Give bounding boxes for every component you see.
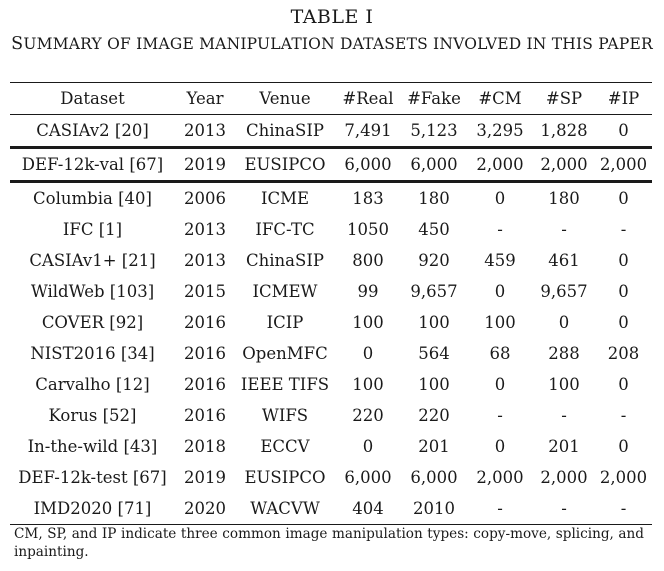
cell-venue: IFC-TC [255,220,315,239]
cell-cm: 3,295 [467,115,533,148]
cell-ip: 0 [595,115,652,148]
cell-cm: - [497,220,503,239]
cell-cm: - [467,493,533,525]
header-sp: #SP [533,83,595,115]
cell-fake: 180 [418,189,450,208]
cell-cm: 459 [484,251,516,270]
cell-real: 100 [352,375,384,394]
cell-year: 2016 [184,406,226,425]
cell-dataset: IFC [1] [62,220,123,239]
cell-year: 2016 [184,375,226,394]
cell-year: 2015 [184,282,226,301]
cell-sp: - [561,406,567,425]
cell-fake: 100 [418,375,450,394]
cell-cm: 2,000 [476,468,524,487]
cell-sp: 288 [548,344,580,363]
table-row [10,276,652,307]
table-row [10,307,652,338]
table-row [10,214,652,245]
cell-venue: OpenMFC [242,344,328,363]
cell-fake: 920 [418,251,450,270]
cell-fake: 564 [418,344,450,363]
cell-year: 2019 [175,148,235,182]
cell-year: 2013 [184,220,226,239]
cell-cm: - [497,406,503,425]
cell-venue: ICIP [266,313,304,332]
cell-fake: 6,000 [401,148,467,182]
cell-ip: - [620,220,627,239]
cell-dataset: CASIAv2 [20] [10,115,175,148]
header-fake: #Fake [401,83,467,115]
cell-venue: EUSIPCO [235,148,335,182]
cell-sp: 9,657 [540,282,588,301]
cell-sp: 1,828 [533,115,595,148]
table-row [10,115,652,148]
cell-dataset: IMD2020 [71] [10,493,175,525]
cell-ip: 2,000 [599,468,648,487]
cell-venue: ICMEW [252,282,318,301]
cell-fake: 6,000 [410,468,458,487]
cell-dataset: DEF-12k-test [67] [18,468,167,487]
cell-year: 2006 [184,189,226,208]
cell-ip: 0 [618,375,629,394]
cell-ip: 0 [618,437,629,456]
cell-sp: 2,000 [533,148,595,182]
cell-ip: 208 [607,344,640,363]
header-row [10,83,652,115]
cell-dataset: COVER [92] [41,313,144,332]
cell-ip: 0 [618,313,629,332]
table-row [10,338,652,369]
table-row [10,400,652,431]
cell-real: 220 [352,406,384,425]
cell-fake: 5,123 [401,115,467,148]
cell-real: 800 [352,251,384,270]
cell-fake: 220 [418,406,450,425]
cell-cm: 2,000 [467,148,533,182]
cell-venue: EUSIPCO [244,468,326,487]
cell-cm: 0 [494,375,506,394]
cell-venue: ECCV [260,437,310,456]
cell-sp: - [561,220,567,239]
cell-venue: WACVW [235,493,335,525]
cell-sp: 180 [548,189,580,208]
cell-ip: - [595,493,652,525]
caption-rest: UMMARY OF IMAGE MANIPULATION DATASETS INVOLVED IN THIS PAPER [23,35,653,53]
cell-dataset: CASIAv1+ [21] [29,251,156,270]
cell-sp: 2,000 [540,468,588,487]
cell-year: 2016 [184,344,226,363]
cell-venue: ICME [260,189,310,208]
cell-cm: 0 [494,282,506,301]
table-row [10,431,652,462]
cell-cm: 0 [494,189,506,208]
cell-venue: WIFS [261,406,309,425]
header-cm: #CM [467,83,533,115]
cell-sp: - [533,493,595,525]
cell-year: 2020 [175,493,235,525]
cell-real: 6,000 [344,468,392,487]
cell-year: 2013 [184,251,226,270]
cell-fake: 100 [418,313,450,332]
cell-sp: 461 [548,251,580,270]
table-row [10,148,652,182]
cell-cm: 68 [489,344,511,363]
cell-real: 0 [362,344,374,363]
cell-year: 2013 [175,115,235,148]
cell-cm: 0 [494,437,506,456]
cell-venue: ChinaSIP [246,251,324,270]
cell-ip: 0 [618,251,629,270]
cell-real: 0 [362,437,374,456]
datasets-table [10,82,652,525]
cell-dataset: Korus [52] [48,406,137,425]
table-footnote: CM, SP, and IP indicate three common image manipulation types: copy-move, splicing, and inpainting. [14,526,644,560]
header-real: #Real [335,83,401,115]
caption-initial: S [11,34,24,54]
table-caption [0,34,664,54]
header-dataset: Dataset [10,83,175,115]
cell-dataset: Carvalho [12] [35,375,150,394]
cell-dataset: Columbia [40] [33,189,152,208]
cell-dataset: In-the-wild [43] [27,437,158,456]
cell-dataset: DEF-12k-val [67] [10,148,175,182]
cell-sp: 0 [558,313,570,332]
cell-real: 99 [357,282,379,301]
table-row [10,245,652,276]
cell-dataset: NIST2016 [34] [30,344,155,363]
cell-cm: 100 [484,313,516,332]
table-row [10,369,652,400]
cell-dataset: WildWeb [103] [30,282,155,301]
cell-ip: 0 [618,282,629,301]
cell-sp: 100 [548,375,580,394]
header-year: Year [175,83,235,115]
header-ip: #IP [595,83,652,115]
cell-fake: 9,657 [410,282,458,301]
cell-sp: 201 [548,437,580,456]
cell-real: 7,491 [335,115,401,148]
table-label: TABLE I [290,6,374,28]
cell-year: 2019 [184,468,226,487]
cell-year: 2016 [184,313,226,332]
cell-fake: 450 [418,220,450,239]
cell-ip: - [620,406,627,425]
cell-real: 183 [352,189,384,208]
cell-venue: ChinaSIP [235,115,335,148]
table-row [10,493,652,525]
table-row [10,462,652,493]
cell-fake: 201 [418,437,450,456]
cell-venue: IEEE TIFS [240,375,330,394]
cell-ip: 2,000 [595,148,652,182]
cell-real: 1050 [347,220,389,239]
cell-real: 100 [352,313,384,332]
cell-ip: 0 [618,189,629,208]
cell-real: 6,000 [335,148,401,182]
cell-fake: 2010 [401,493,467,525]
cell-real: 404 [335,493,401,525]
table-row [10,182,652,215]
cell-year: 2018 [184,437,226,456]
header-venue: Venue [235,83,335,115]
